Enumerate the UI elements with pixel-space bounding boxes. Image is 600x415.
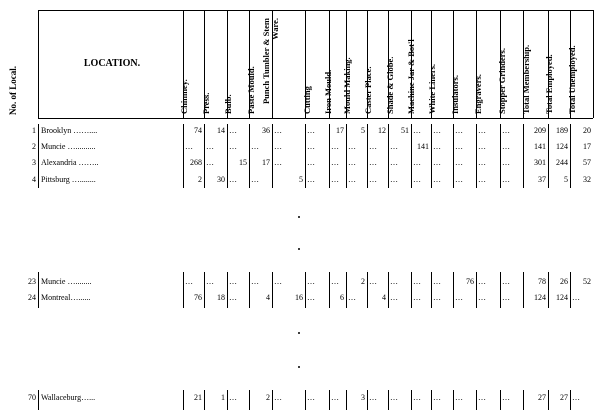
row-cell: … xyxy=(572,293,580,302)
row-cell: 78 xyxy=(538,277,546,286)
row-cell: … xyxy=(274,142,282,151)
column-rule xyxy=(388,272,389,308)
column-header xyxy=(449,14,470,114)
column-header-label: Paste Mould. xyxy=(245,66,256,114)
column-header xyxy=(406,14,426,114)
row-cell: 27 xyxy=(560,393,568,402)
row-cell: … xyxy=(307,126,315,135)
column-header-label: Shade & Globe. xyxy=(384,56,395,114)
column-header-label: Total Membership. xyxy=(520,44,531,114)
row-cell: 124 xyxy=(556,142,568,151)
row-cell: … xyxy=(455,126,463,135)
row-cell: … xyxy=(572,393,580,402)
row-cell: … xyxy=(307,393,315,402)
row-cell: 141 xyxy=(534,142,546,151)
row-cell: … xyxy=(369,175,377,184)
omission-dot xyxy=(298,332,300,334)
row-cell: … xyxy=(229,393,237,402)
row-local-number: 4 xyxy=(32,175,36,184)
column-rule xyxy=(367,390,368,410)
row-cell: 5 xyxy=(361,126,365,135)
column-header xyxy=(260,14,294,114)
row-cell: 52 xyxy=(583,277,591,286)
row-cell: 2 xyxy=(266,393,270,402)
row-cell: 1 xyxy=(221,393,225,402)
row-cell: … xyxy=(229,277,237,286)
column-header-label: Engravers. xyxy=(473,74,483,114)
column-rule xyxy=(411,124,412,188)
column-header xyxy=(322,14,343,114)
column-header xyxy=(520,14,541,114)
row-cell: … xyxy=(331,158,339,167)
row-cell: 21 xyxy=(194,393,202,402)
row-cell: … xyxy=(433,277,441,286)
row-cell: … xyxy=(251,175,259,184)
row-cell: 14 xyxy=(217,126,225,135)
column-header xyxy=(384,14,405,114)
column-rule xyxy=(38,10,39,118)
column-header-label: Bulb. xyxy=(223,94,233,114)
column-header xyxy=(223,14,243,114)
row-cell: … xyxy=(413,126,421,135)
row-cell: 5 xyxy=(564,175,568,184)
row-cell: 5 xyxy=(299,175,303,184)
column-rule xyxy=(329,390,330,410)
column-rule xyxy=(453,124,454,188)
column-rule xyxy=(227,390,228,410)
column-header-label: Total Employed. xyxy=(544,54,554,114)
row-cell: … xyxy=(455,158,463,167)
row-cell: … xyxy=(185,277,193,286)
column-rule xyxy=(305,390,306,410)
row-cell: … xyxy=(390,158,398,167)
column-header-label: Punch Tumbler & Stem Ware. xyxy=(260,18,280,105)
row-cell: … xyxy=(369,142,377,151)
row-local-number: 23 xyxy=(28,277,36,286)
row-cell: 17 xyxy=(583,142,591,151)
column-header-label: Iron Mould. xyxy=(322,69,333,114)
row-cell: … xyxy=(455,293,463,302)
row-location: Montreal…...... xyxy=(41,293,91,302)
column-rule xyxy=(476,124,477,188)
column-header xyxy=(566,14,587,114)
row-cell: … xyxy=(331,277,339,286)
row-local-number: 3 xyxy=(32,158,36,167)
column-rule xyxy=(570,390,571,410)
row-cell: … xyxy=(348,293,356,302)
row-cell: 76 xyxy=(194,293,202,302)
column-rule xyxy=(476,390,477,410)
column-header-label: Insulators. xyxy=(449,75,460,114)
row-cell: … xyxy=(307,142,315,151)
row-cell: 74 xyxy=(194,126,202,135)
row-cell: … xyxy=(251,277,259,286)
column-rule xyxy=(500,272,501,308)
row-cell: 76 xyxy=(466,277,474,286)
column-rule xyxy=(500,124,501,188)
row-cell: … xyxy=(331,142,339,151)
header-rule xyxy=(38,10,593,11)
row-cell: 4 xyxy=(382,293,386,302)
column-header-label: Total Unemployed. xyxy=(566,45,577,114)
row-cell: 17 xyxy=(262,158,270,167)
row-cell: 268 xyxy=(190,158,202,167)
column-rule xyxy=(431,124,432,188)
row-cell: … xyxy=(307,158,315,167)
column-rule xyxy=(431,272,432,308)
row-cell: … xyxy=(502,142,510,151)
row-cell: 209 xyxy=(534,126,546,135)
row-cell: 18 xyxy=(217,293,225,302)
column-header-label: White Liners. xyxy=(427,63,437,114)
row-local-number: 24 xyxy=(28,293,36,302)
row-cell: 189 xyxy=(556,126,568,135)
column-header xyxy=(302,14,322,114)
column-rule xyxy=(227,272,228,308)
row-cell: … xyxy=(229,142,237,151)
column-rule xyxy=(38,272,39,308)
row-cell: … xyxy=(478,158,486,167)
row-cell: 2 xyxy=(198,175,202,184)
row-cell: … xyxy=(433,393,441,402)
row-cell: 124 xyxy=(556,293,568,302)
omission-dot xyxy=(298,248,300,250)
row-cell: … xyxy=(307,277,315,286)
row-cell: … xyxy=(455,393,463,402)
row-cell: … xyxy=(274,393,282,402)
row-cell: … xyxy=(390,393,398,402)
row-cell: … xyxy=(348,142,356,151)
row-location: Pittsburg …........ xyxy=(41,175,96,184)
omission-dot xyxy=(298,216,300,218)
row-cell: 30 xyxy=(217,175,225,184)
column-header-label: Mould Making. xyxy=(341,57,352,114)
row-location: Muncie ….......... xyxy=(41,142,96,151)
header-no-of-local xyxy=(8,10,38,115)
column-header-label: Cutting xyxy=(302,86,312,114)
column-header-label: Press. xyxy=(200,92,211,114)
row-cell: … xyxy=(478,142,486,151)
row-cell: … xyxy=(331,393,339,402)
header-no-of-local-label: No. of Local. xyxy=(8,66,18,115)
column-rule xyxy=(227,124,228,188)
column-header xyxy=(544,14,564,114)
row-cell: … xyxy=(478,393,486,402)
row-cell: … xyxy=(413,293,421,302)
row-cell: … xyxy=(206,142,214,151)
row-cell: 3 xyxy=(361,393,365,402)
column-rule xyxy=(593,10,594,118)
omission-dot xyxy=(298,366,300,368)
column-rule xyxy=(411,390,412,410)
row-cell: 124 xyxy=(534,293,546,302)
column-rule xyxy=(388,390,389,410)
row-cell: … xyxy=(229,293,237,302)
row-cell: … xyxy=(478,293,486,302)
row-cell: … xyxy=(229,126,237,135)
row-cell: 301 xyxy=(534,158,546,167)
row-cell: … xyxy=(390,175,398,184)
row-cell: … xyxy=(369,277,377,286)
column-header xyxy=(473,14,493,114)
column-rule xyxy=(411,272,412,308)
row-local-number: 1 xyxy=(32,126,36,135)
column-rule xyxy=(38,390,39,410)
column-header xyxy=(178,14,199,114)
row-cell: … xyxy=(455,175,463,184)
column-rule xyxy=(453,390,454,410)
column-rule xyxy=(305,272,306,308)
column-header-label: Chimney. xyxy=(178,79,189,114)
row-cell: … xyxy=(206,277,214,286)
row-cell: … xyxy=(206,158,214,167)
row-cell: … xyxy=(478,277,486,286)
column-rule xyxy=(272,390,273,410)
row-cell: 2 xyxy=(361,277,365,286)
row-location: Wallaceburg…... xyxy=(41,393,96,402)
row-cell: 4 xyxy=(266,293,270,302)
row-cell: … xyxy=(413,393,421,402)
column-rule xyxy=(305,124,306,188)
row-cell: … xyxy=(433,126,441,135)
row-cell: 12 xyxy=(378,126,386,135)
row-cell: … xyxy=(478,126,486,135)
row-location: Alexandria …….. xyxy=(41,158,99,167)
row-cell: … xyxy=(502,277,510,286)
row-cell: 51 xyxy=(401,126,409,135)
row-cell: 141 xyxy=(417,142,429,151)
row-cell: 37 xyxy=(538,175,546,184)
row-location: Brooklyn …….... xyxy=(41,126,98,135)
row-cell: … xyxy=(455,142,463,151)
row-cell: … xyxy=(502,175,510,184)
row-cell: … xyxy=(502,126,510,135)
column-header-label: Stopper Grinders. xyxy=(496,48,507,114)
column-header-label: Caster Place. xyxy=(362,66,373,114)
column-header xyxy=(341,14,362,114)
row-cell: 20 xyxy=(583,126,591,135)
column-header xyxy=(200,14,221,114)
row-cell: 244 xyxy=(556,158,568,167)
column-header xyxy=(362,14,383,114)
row-cell: … xyxy=(390,142,398,151)
row-cell: … xyxy=(274,158,282,167)
row-cell: 57 xyxy=(583,158,591,167)
row-cell: … xyxy=(433,158,441,167)
row-cell: … xyxy=(185,142,193,151)
row-cell: 26 xyxy=(560,277,568,286)
row-cell: … xyxy=(307,293,315,302)
row-cell: … xyxy=(433,142,441,151)
row-cell: 6 xyxy=(340,293,344,302)
row-cell: … xyxy=(274,277,282,286)
row-cell: … xyxy=(369,393,377,402)
column-header xyxy=(427,14,447,114)
row-cell: … xyxy=(413,277,421,286)
row-cell: … xyxy=(390,277,398,286)
row-cell: 36 xyxy=(262,126,270,135)
row-cell: … xyxy=(348,158,356,167)
row-location: Muncie …........ xyxy=(41,277,92,286)
header-location: LOCATION. xyxy=(83,58,141,69)
row-cell: … xyxy=(433,293,441,302)
row-cell: 27 xyxy=(538,393,546,402)
row-local-number: 2 xyxy=(32,142,36,151)
row-cell: … xyxy=(251,142,259,151)
row-cell: … xyxy=(274,126,282,135)
row-cell: … xyxy=(413,158,421,167)
row-cell: … xyxy=(502,158,510,167)
row-cell: 32 xyxy=(583,175,591,184)
column-rule xyxy=(38,124,39,188)
row-cell: … xyxy=(413,175,421,184)
column-rule xyxy=(500,390,501,410)
row-cell: … xyxy=(331,175,339,184)
column-rule xyxy=(431,390,432,410)
row-cell: … xyxy=(390,293,398,302)
row-cell: 17 xyxy=(336,126,344,135)
row-cell: … xyxy=(348,175,356,184)
row-cell: 15 xyxy=(239,158,247,167)
column-rule xyxy=(476,272,477,308)
row-cell: … xyxy=(307,175,315,184)
row-local-number: 70 xyxy=(28,393,36,402)
row-cell: … xyxy=(229,175,237,184)
row-cell: 16 xyxy=(295,293,303,302)
header-rule xyxy=(38,118,593,119)
row-cell: … xyxy=(433,175,441,184)
row-cell: … xyxy=(502,393,510,402)
row-cell: … xyxy=(478,175,486,184)
row-cell: … xyxy=(502,293,510,302)
row-cell: … xyxy=(369,158,377,167)
column-header xyxy=(496,14,517,114)
column-header-label: Machine Jar & Bot'l xyxy=(406,39,416,114)
